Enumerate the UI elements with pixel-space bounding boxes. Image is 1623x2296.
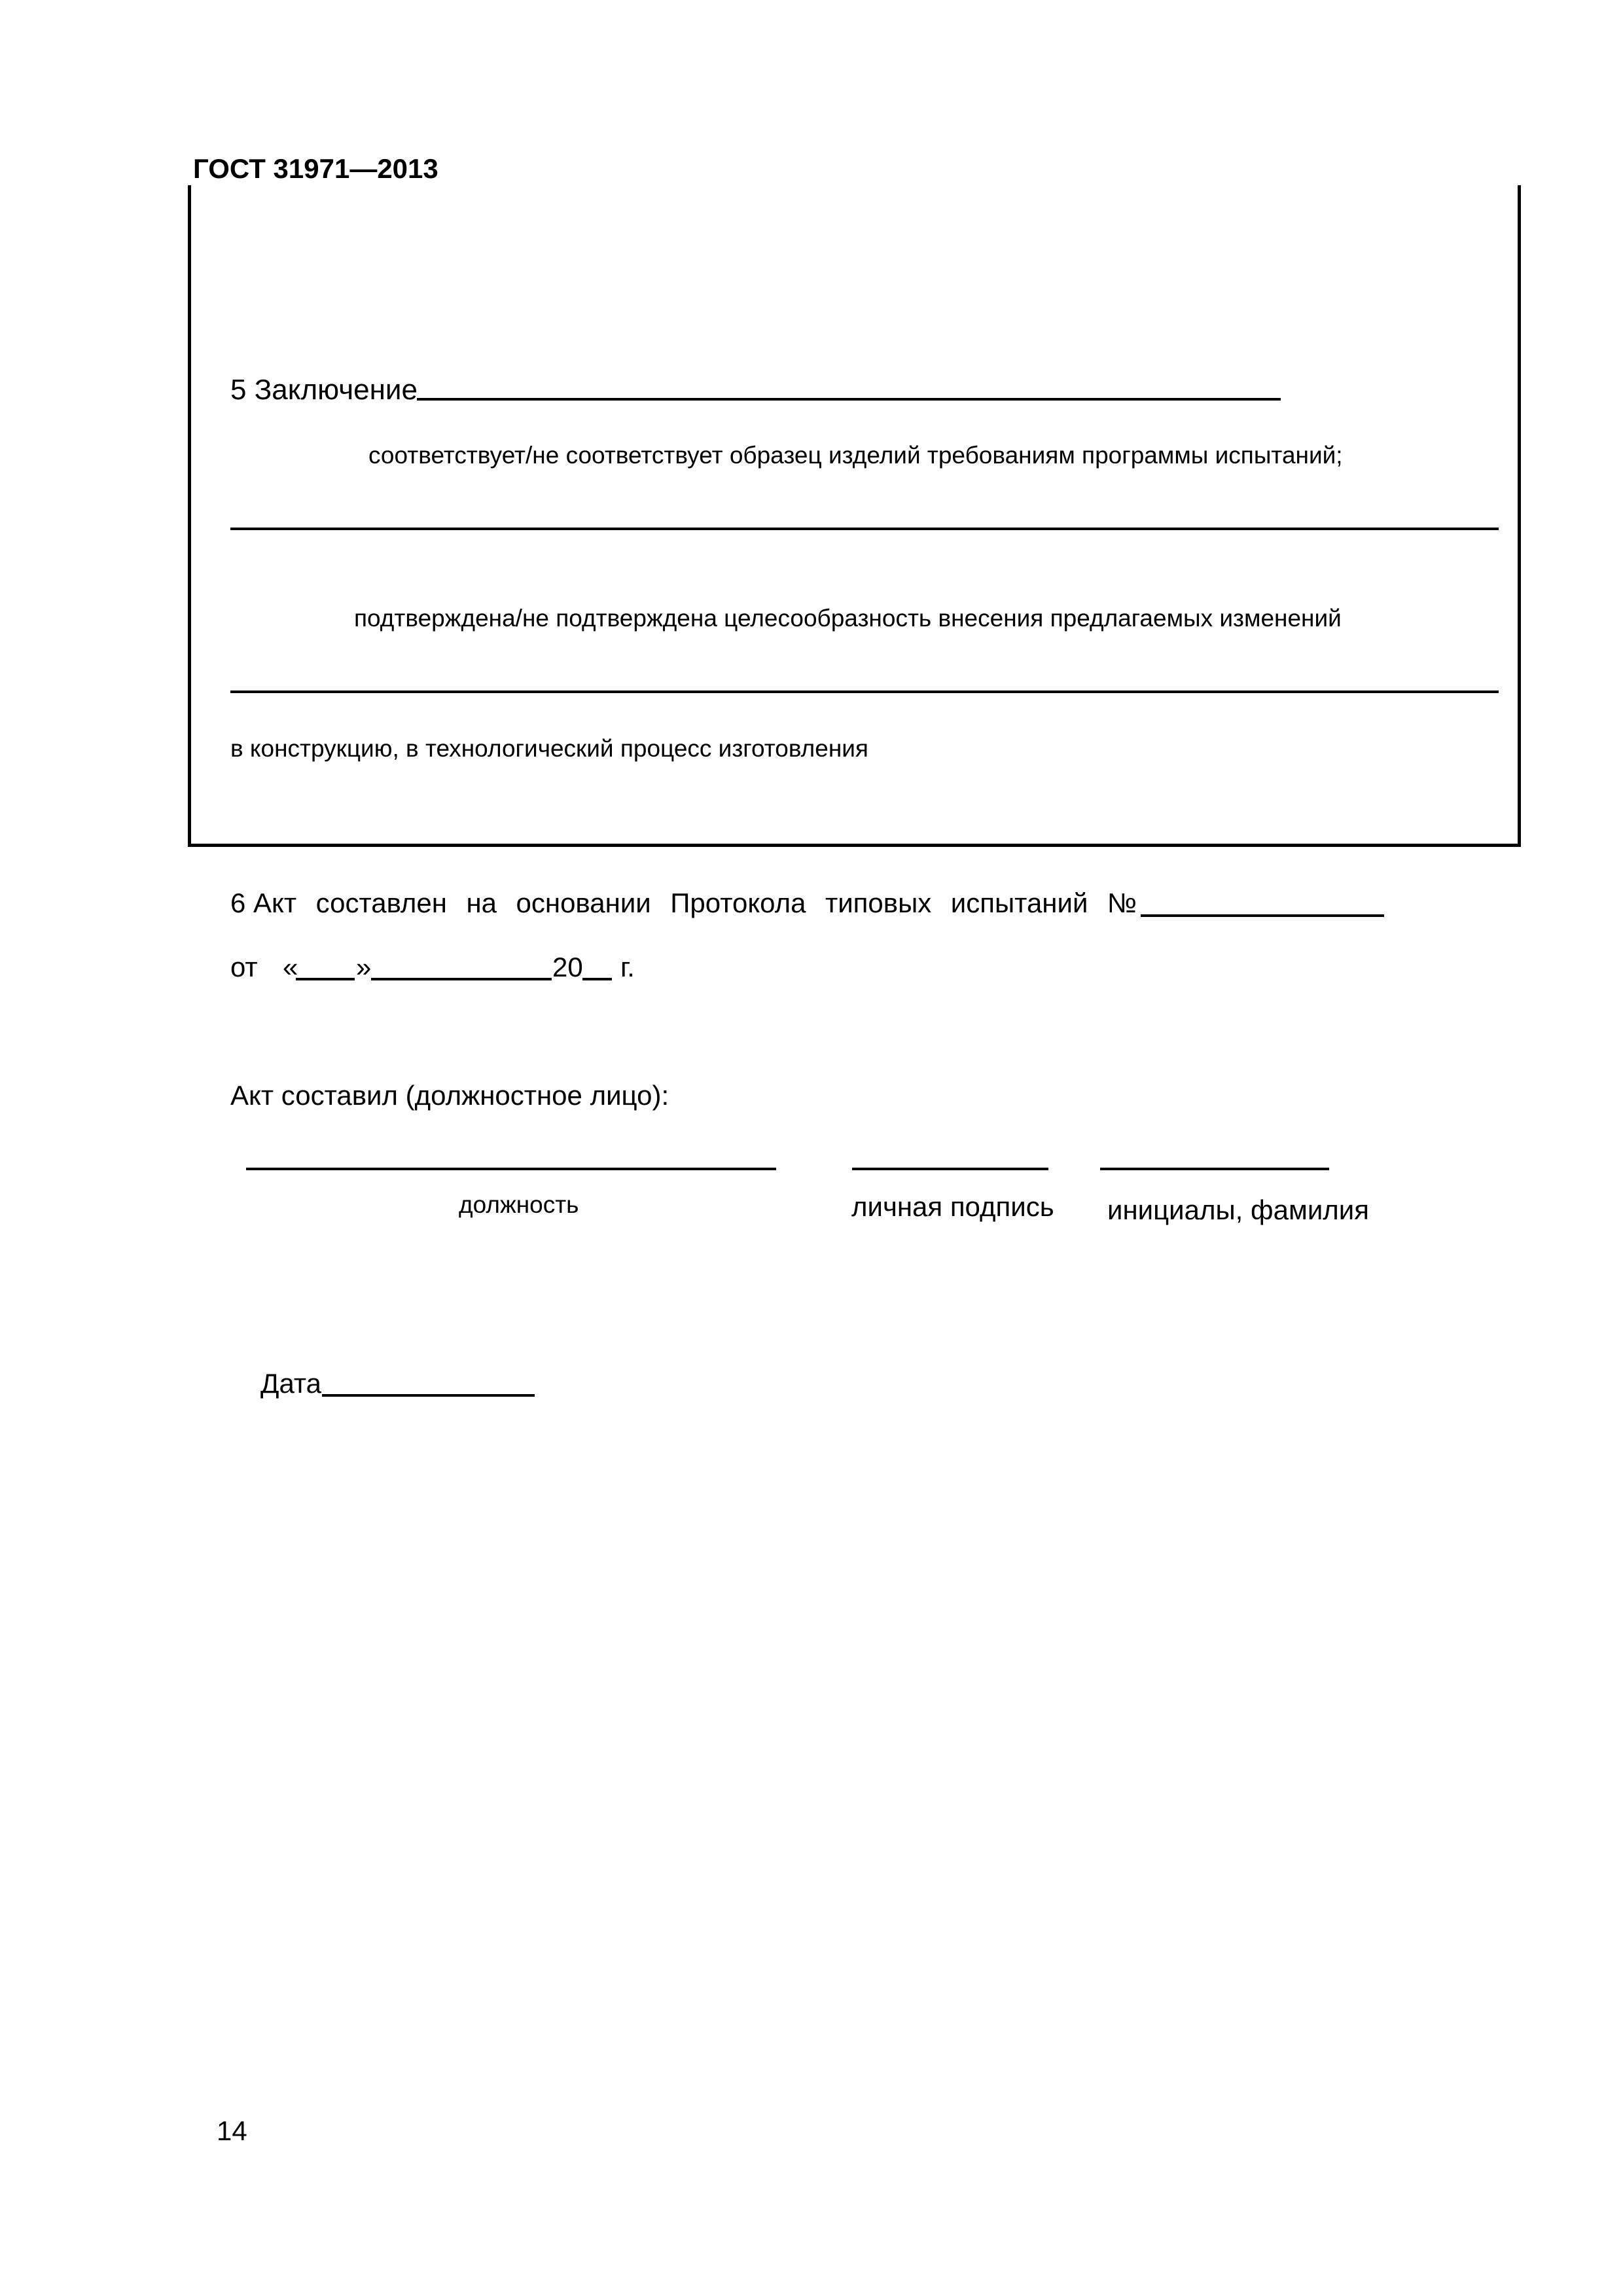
signature-caption: личная подпись <box>851 1191 1054 1222</box>
date-label: Дата <box>260 1368 322 1399</box>
conclusion-blank-line-2[interactable] <box>230 528 1499 530</box>
year-blank[interactable] <box>582 978 612 980</box>
quote-close: » <box>356 952 372 982</box>
conclusion-blank-line[interactable] <box>417 398 1281 401</box>
act-basis-word: на <box>466 888 497 918</box>
document-number: ГОСТ 31971—2013 <box>193 153 438 184</box>
conclusion-blank-line-3[interactable] <box>230 691 1499 693</box>
conclusion-hint-conformity: соответствует/не соответствует образец изделий требованиям программы испытаний; <box>368 442 1343 469</box>
conclusion-label: 5 Заключение <box>230 374 418 406</box>
conclusion-continuation-text: в конструкцию, в технологический процесс изготовления <box>230 735 868 762</box>
act-basis-word: 6 Акт <box>230 888 297 918</box>
year-prefix: 20 <box>552 952 583 982</box>
name-blank[interactable] <box>1100 1168 1329 1170</box>
date-prefix: от <box>230 952 258 982</box>
protocol-number-blank[interactable] <box>1141 914 1384 917</box>
position-caption: должность <box>459 1191 579 1218</box>
quote-open: « <box>283 952 298 982</box>
name-caption: инициалы, фамилия <box>1107 1194 1369 1225</box>
position-blank[interactable] <box>246 1168 776 1170</box>
signature-blank[interactable] <box>852 1168 1048 1170</box>
act-basis-word: испытаний <box>950 888 1088 918</box>
act-basis-word: Протокола <box>670 888 806 918</box>
month-blank[interactable] <box>371 978 552 980</box>
date-blank[interactable] <box>322 1394 535 1397</box>
day-blank[interactable] <box>296 978 355 980</box>
act-basis-sentence <box>230 886 1137 920</box>
act-basis-word: основании <box>516 888 651 918</box>
act-basis-word: составлен <box>315 888 447 918</box>
compiled-by-label: Акт составил (должностное лицо): <box>230 1080 669 1111</box>
page-number: 14 <box>217 2115 247 2146</box>
conclusion-hint-changes: подтверждена/не подтверждена целесообразность внесения предлагаемых изменений <box>354 605 1342 632</box>
year-suffix: г. <box>620 952 635 982</box>
number-sign: № <box>1107 888 1137 918</box>
act-basis-word: типовых <box>825 888 932 918</box>
